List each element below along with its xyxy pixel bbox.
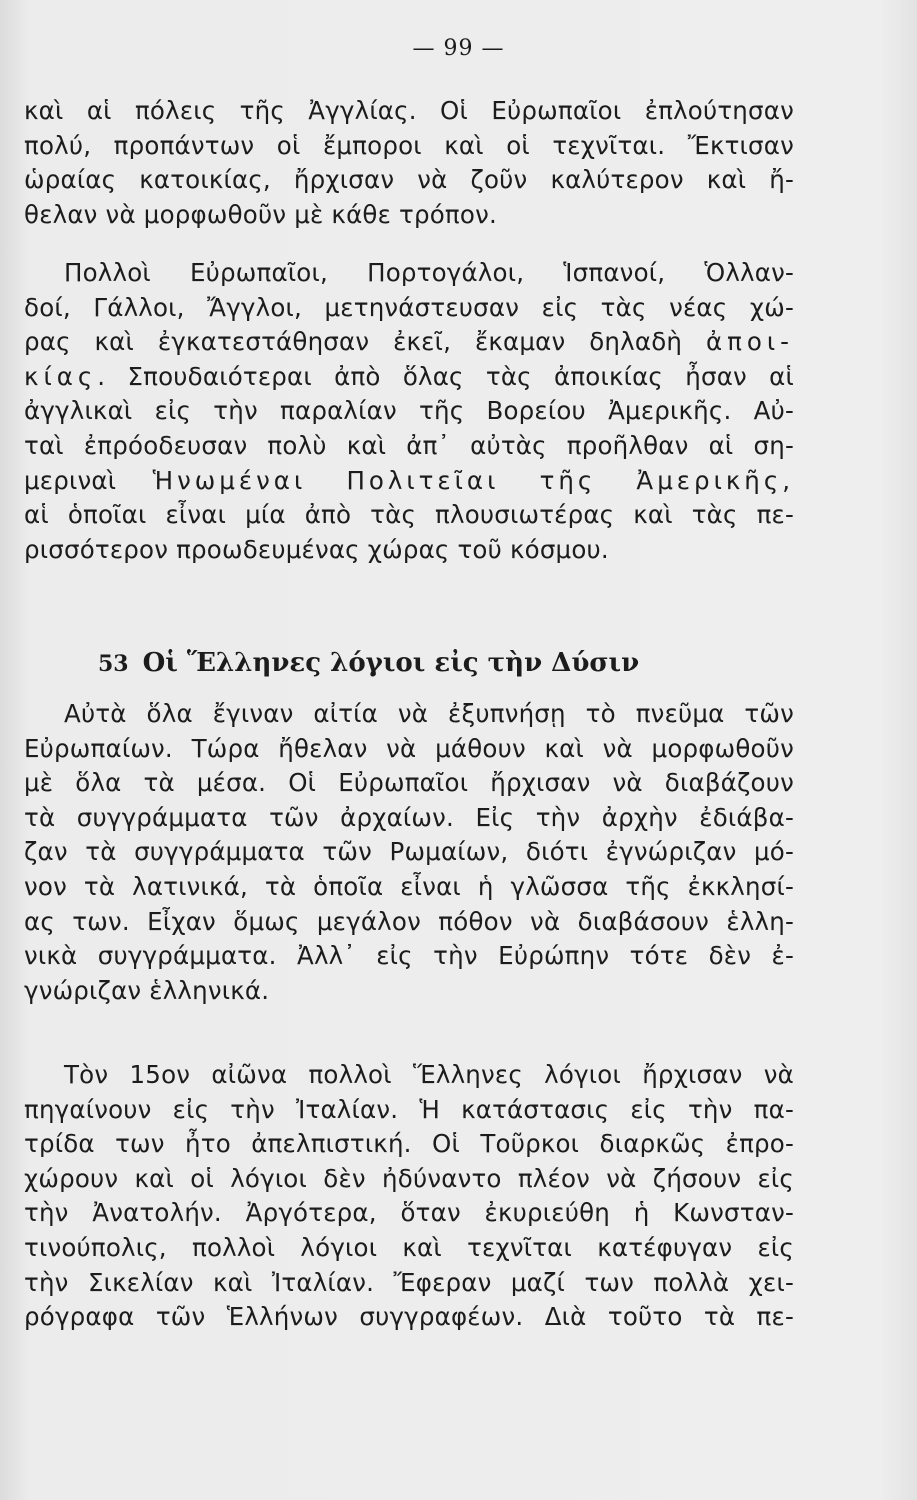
text-line: νον τὰ λατινικά, τὰ ὁποῖα εἶναι ἡ γλῶσσα τῆς ἐκκλησί- <box>24 871 794 901</box>
spaced-term: κίας <box>24 361 98 391</box>
text-line: ὡραίας κατοικίας, ἤρχισαν νὰ ζοῦν καλύτερον καὶ ἤ- <box>24 165 794 195</box>
text-line: δοί, Γάλλοι, Ἄγγλοι, μετηνάστευσαν εἰς τὰς νέας χώ- <box>24 292 794 322</box>
text-line: ἀγγλικαὶ εἰς τὴν παραλίαν τῆς Βορείου Ἀμερικῆς. Αὐ- <box>24 396 794 426</box>
text-line: καὶ αἱ πόλεις τῆς Ἀγγλίας. Οἱ Εὐρωπαῖοι ἐπλούτησαν <box>24 96 794 125</box>
text-line: τὴν Σικελίαν καὶ Ἰταλίαν. Ἔφεραν μαζί των πολλὰ χει- <box>24 1267 794 1297</box>
text-segment: μεριναὶ <box>24 465 153 495</box>
text-line: θελαν νὰ μορφωθοῦν μὲ κάθε τρόπον. <box>24 199 497 229</box>
text-line: τρίδα των ἦτο ἀπελπιστική. Οἱ Τοῦρκοι διαρκῶς ἐπρο- <box>24 1129 794 1159</box>
text-line: χώρουν καὶ οἱ λόγιοι δὲν ἠδύναντο πλέον νὰ ζήσουν εἰς <box>24 1163 794 1193</box>
text-line: Τὸν 15ον αἰῶνα πολλοὶ Ἕλληνες λόγιοι ἤρχισαν νὰ <box>64 1060 794 1089</box>
paragraph-1 <box>24 94 794 232</box>
text-line <box>24 464 794 499</box>
text-line: Αὐτὰ ὅλα ἔγιναν αἰτία νὰ ἐξυπνήσῃ τὸ πνεῦμα τῶν <box>64 699 794 728</box>
text-line <box>24 325 794 360</box>
text-line: νικὰ συγγράμματα. Ἀλλ᾽ εἰς τὴν Εὐρώπην τότε δὲν ἐ- <box>24 941 794 971</box>
text-line: πολύ, προπάντων οἱ ἔμποροι καὶ οἱ τεχνῖται. Ἔκτισαν <box>24 130 794 160</box>
text-line: ρισσότερον προωδευμένας χώρας τοῦ κόσμου. <box>24 534 609 564</box>
text-line: τινούπολις, πολλοὶ λόγιοι καὶ τεχνῖται κατέφυγαν εἰς <box>24 1232 794 1262</box>
text-line <box>24 360 794 395</box>
text-line: ρόγραφα τῶν Ἑλλήνων συγγραφέων. Διὰ τοῦτο τὰ πε- <box>24 1302 794 1332</box>
text-line: τὴν Ἀνατολήν. Ἀργότερα, ὅταν ἐκυριεύθη ἡ Κωνσταν- <box>24 1198 794 1228</box>
page-number: — 99 — <box>412 36 505 61</box>
text-line: ταὶ ἐπρόοδευσαν πολὺ καὶ ἀπ᾽ αὐτὰς προῆλθαν αἱ ση- <box>24 430 794 460</box>
text-segment: . Σπουδαιότεραι ἀπὸ ὅλας τὰς ἀποικίας ἦσαν αἱ <box>97 361 794 391</box>
text-line: ας των. Εἶχαν ὅμως μεγάλον πόθον νὰ διαβάσουν ἑλλη- <box>24 906 794 936</box>
paragraph-2 <box>24 256 794 567</box>
section-title: Οἱ Ἕλληνες λόγιοι εἰς τὴν Δύσιν <box>142 648 640 678</box>
text-line: πηγαίνουν εἰς τὴν Ἰταλίαν. Ἡ κατάστασις εἰς τὴν πα- <box>24 1094 794 1124</box>
spaced-term: ἀποι- <box>705 327 794 357</box>
text-line: τὰ συγγράμματα τῶν ἀρχαίων. Εἰς τὴν ἀρχὴν ἐδιάβα- <box>24 802 794 832</box>
text-line: Πολλοὶ Εὐρωπαῖοι, Πορτογάλοι, Ἱσπανοί, Ὁλλαν- <box>64 258 794 287</box>
text-line: μὲ ὅλα τὰ μέσα. Οἱ Εὐρωπαῖοι ἤρχισαν νὰ διαβάζουν <box>24 768 794 798</box>
text-line: ζαν τὰ συγγράμματα τῶν Ρωμαίων, διότι ἐγνώριζαν μό- <box>24 837 794 867</box>
text-line: γνώριζαν ἑλληνικά. <box>24 975 270 1005</box>
paragraph-3 <box>24 697 794 1008</box>
paragraph-4 <box>24 1058 794 1335</box>
text-line: Εὐρωπαίων. Τώρα ἤθελαν νὰ μάθουν καὶ νὰ μορφωθοῦν <box>24 733 794 763</box>
section-heading <box>98 648 798 678</box>
text-line: αἱ ὁποῖαι εἶναι μία ἀπὸ τὰς πλουσιωτέρας καὶ τὰς πε- <box>24 500 794 530</box>
spaced-term: Ἡνωμέναι Πολιτεῖαι τῆς Ἀμερικῆς, <box>152 465 795 495</box>
section-number: 53 <box>98 651 129 677</box>
text-segment: ρας καὶ ἐγκατεστάθησαν ἐκεῖ, ἔκαμαν δηλαδὴ <box>24 327 706 357</box>
